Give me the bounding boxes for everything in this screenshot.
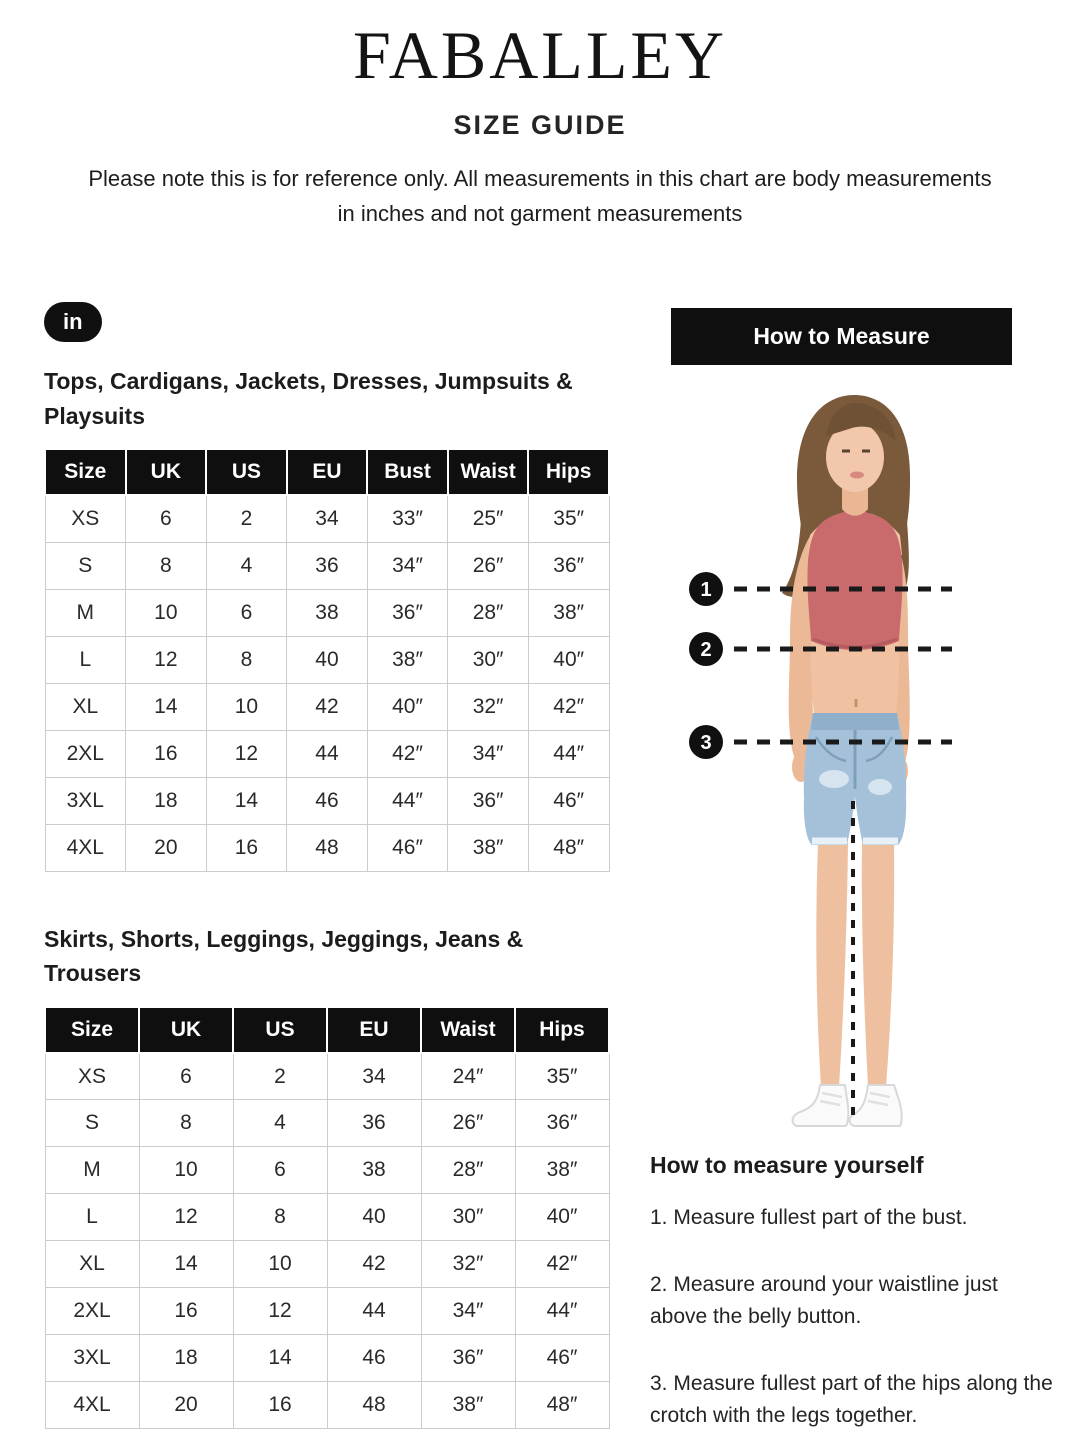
marker-3-label: 3 — [700, 732, 712, 754]
table-cell: 44″ — [367, 777, 448, 824]
table-cell: 34 — [327, 1053, 421, 1100]
table-cell: 48″ — [515, 1382, 609, 1429]
table-cell: 20 — [139, 1382, 233, 1429]
table-row — [45, 1241, 609, 1288]
measure-step-1: 1. Measure fullest part of the bust. — [650, 1206, 968, 1229]
measure-step-3: 3. Measure fullest part of the hips along the crotch with the legs together. — [650, 1371, 1053, 1428]
table-cell: 14 — [126, 683, 207, 730]
page-title: SIZE GUIDE — [453, 110, 627, 141]
table-cell: 40″ — [367, 683, 448, 730]
table-cell: 38″ — [367, 636, 448, 683]
table-cell: XS — [45, 1053, 139, 1100]
marker-2-label: 2 — [700, 639, 712, 661]
table-row — [45, 1194, 609, 1241]
column-header: EU — [327, 1007, 421, 1053]
table-row — [45, 730, 609, 777]
table-cell: 34″ — [448, 730, 529, 777]
table-cell: 26″ — [421, 1100, 515, 1147]
column-header: US — [233, 1007, 327, 1053]
sneaker-right-shape — [850, 1085, 902, 1126]
table-cell: S — [45, 542, 126, 589]
column-header: Waist — [448, 449, 529, 495]
table-row — [45, 1335, 609, 1382]
table-cell: 14 — [206, 777, 287, 824]
column-header: Bust — [367, 449, 448, 495]
distress-patch — [868, 779, 892, 795]
marker-1-label: 1 — [700, 579, 712, 601]
table-cell: 44 — [287, 730, 368, 777]
bottoms-size-table — [44, 1006, 610, 1430]
table-row — [45, 777, 609, 824]
column-header: EU — [287, 449, 368, 495]
table-cell: 32″ — [421, 1241, 515, 1288]
table-row — [45, 1100, 609, 1147]
table-cell: 10 — [126, 589, 207, 636]
bottoms-section-heading: Skirts, Shorts, Leggings, Jeggings, Jeans & Trousers — [44, 925, 524, 987]
table-cell: 6 — [233, 1147, 327, 1194]
table-cell: M — [45, 589, 126, 636]
table-row — [45, 1288, 609, 1335]
column-header: Waist — [421, 1007, 515, 1053]
table-cell: L — [45, 1194, 139, 1241]
crop-top-shape — [807, 508, 902, 650]
table-cell: 36″ — [448, 777, 529, 824]
table-cell: M — [45, 1147, 139, 1194]
table-row — [45, 824, 609, 871]
model-figure — [650, 385, 1054, 1135]
table-cell: 42″ — [528, 683, 609, 730]
tops-size-table — [44, 448, 610, 872]
table-cell: 4XL — [45, 824, 126, 871]
table-cell: 8 — [233, 1194, 327, 1241]
table-cell: 2XL — [45, 730, 126, 777]
table-cell: 30″ — [448, 636, 529, 683]
column-header: Hips — [515, 1007, 609, 1053]
table-cell: 48 — [327, 1382, 421, 1429]
table-cell: 3XL — [45, 777, 126, 824]
table-cell: 42 — [287, 683, 368, 730]
table-cell: 8 — [206, 636, 287, 683]
table-cell: 6 — [206, 589, 287, 636]
table-row — [45, 542, 609, 589]
table-cell: 38″ — [421, 1382, 515, 1429]
size-charts-column — [44, 302, 610, 1429]
table-row — [45, 683, 609, 730]
table-cell: 42 — [327, 1241, 421, 1288]
table-cell: 32″ — [448, 683, 529, 730]
table-cell: 36 — [327, 1100, 421, 1147]
table-cell: 8 — [126, 542, 207, 589]
table-cell: 36″ — [421, 1335, 515, 1382]
table-cell: 38 — [327, 1147, 421, 1194]
measure-steps — [650, 1202, 1060, 1433]
brand-logo: FABALLEY — [352, 17, 728, 93]
table-row — [45, 1382, 609, 1429]
table-cell: 36″ — [515, 1100, 609, 1147]
table-cell: 33″ — [367, 495, 448, 542]
table-cell: 10 — [139, 1147, 233, 1194]
table-cell: 36″ — [367, 589, 448, 636]
table-cell: 4 — [233, 1100, 327, 1147]
table-cell: 40 — [327, 1194, 421, 1241]
table-cell: 35″ — [515, 1053, 609, 1100]
column-header: Size — [45, 1007, 139, 1053]
table-cell: 42″ — [515, 1241, 609, 1288]
table-cell: 14 — [233, 1335, 327, 1382]
table-cell: 4XL — [45, 1382, 139, 1429]
table-cell: 46″ — [528, 777, 609, 824]
header-row — [45, 1007, 609, 1053]
table-row — [45, 1053, 609, 1100]
lips-shape — [850, 472, 864, 479]
table-cell: 46 — [327, 1335, 421, 1382]
table-cell: 16 — [139, 1288, 233, 1335]
table-cell: 24″ — [421, 1053, 515, 1100]
table-cell: 28″ — [448, 589, 529, 636]
table-cell: 20 — [126, 824, 207, 871]
table-cell: 14 — [139, 1241, 233, 1288]
distress-patch — [819, 770, 849, 788]
table-cell: 34″ — [367, 542, 448, 589]
table-cell: 36 — [287, 542, 368, 589]
table-cell: 34 — [287, 495, 368, 542]
table-cell: 4 — [206, 542, 287, 589]
reference-note: Please note this is for reference only. All measurements in this chart are body measurements in inches and not garment measurements — [88, 166, 992, 227]
table-cell: 2XL — [45, 1288, 139, 1335]
table-cell: 8 — [139, 1100, 233, 1147]
table-cell: 16 — [206, 824, 287, 871]
unit-badge: in — [44, 302, 102, 342]
table-row — [45, 1147, 609, 1194]
table-cell: 36″ — [528, 542, 609, 589]
table-cell: S — [45, 1100, 139, 1147]
table-cell: 30″ — [421, 1194, 515, 1241]
table-cell: 44″ — [528, 730, 609, 777]
table-cell: 16 — [126, 730, 207, 777]
table-cell: 10 — [233, 1241, 327, 1288]
table-cell: 46″ — [367, 824, 448, 871]
table-cell: 2 — [233, 1053, 327, 1100]
table-cell: 16 — [233, 1382, 327, 1429]
tops-section-heading: Tops, Cardigans, Jackets, Dresses, Jumpsuits & Playsuits — [44, 368, 573, 429]
table-cell: XS — [45, 495, 126, 542]
table-cell: 18 — [126, 777, 207, 824]
model-illustration — [650, 385, 1054, 1135]
table-cell: 38 — [287, 589, 368, 636]
table-cell: 38″ — [515, 1147, 609, 1194]
sneaker-left-shape — [793, 1085, 849, 1126]
column-header: US — [206, 449, 287, 495]
table-cell: 34″ — [421, 1288, 515, 1335]
table-cell: XL — [45, 683, 126, 730]
table-cell: 2 — [206, 495, 287, 542]
table-cell: 12 — [126, 636, 207, 683]
column-header: UK — [126, 449, 207, 495]
measure-step-2: 2. Measure around your waistline just above the belly button. — [650, 1272, 998, 1329]
table-cell: 48 — [287, 824, 368, 871]
table-cell: 38″ — [448, 824, 529, 871]
column-header: Hips — [528, 449, 609, 495]
table-cell: 25″ — [448, 495, 529, 542]
table-row — [45, 589, 609, 636]
table-cell: 48″ — [528, 824, 609, 871]
how-to-measure-column — [650, 308, 1060, 1433]
table-cell: 6 — [126, 495, 207, 542]
table-cell: 40″ — [528, 636, 609, 683]
column-header: Size — [45, 449, 126, 495]
leg-left-shape — [816, 843, 848, 1087]
table-cell: 42″ — [367, 730, 448, 777]
table-row — [45, 636, 609, 683]
table-cell: 12 — [206, 730, 287, 777]
table-cell: XL — [45, 1241, 139, 1288]
table-cell: 28″ — [421, 1147, 515, 1194]
header-row — [45, 449, 609, 495]
table-cell: 40 — [287, 636, 368, 683]
table-cell: 18 — [139, 1335, 233, 1382]
table-cell: L — [45, 636, 126, 683]
table-cell: 40″ — [515, 1194, 609, 1241]
shorts-waistband — [811, 713, 899, 730]
table-cell: 46 — [287, 777, 368, 824]
table-cell: 26″ — [448, 542, 529, 589]
table-cell: 10 — [206, 683, 287, 730]
measure-instructions-title: How to measure yourself — [650, 1152, 924, 1178]
table-cell: 12 — [233, 1288, 327, 1335]
table-cell: 44 — [327, 1288, 421, 1335]
table-cell: 6 — [139, 1053, 233, 1100]
leg-right-shape — [862, 843, 894, 1087]
table-row — [45, 495, 609, 542]
table-cell: 35″ — [528, 495, 609, 542]
column-header: UK — [139, 1007, 233, 1053]
table-cell: 46″ — [515, 1335, 609, 1382]
table-cell: 12 — [139, 1194, 233, 1241]
table-cell: 38″ — [528, 589, 609, 636]
page-header — [0, 0, 1080, 232]
table-cell: 3XL — [45, 1335, 139, 1382]
table-cell: 44″ — [515, 1288, 609, 1335]
how-to-measure-banner: How to Measure — [671, 308, 1012, 365]
